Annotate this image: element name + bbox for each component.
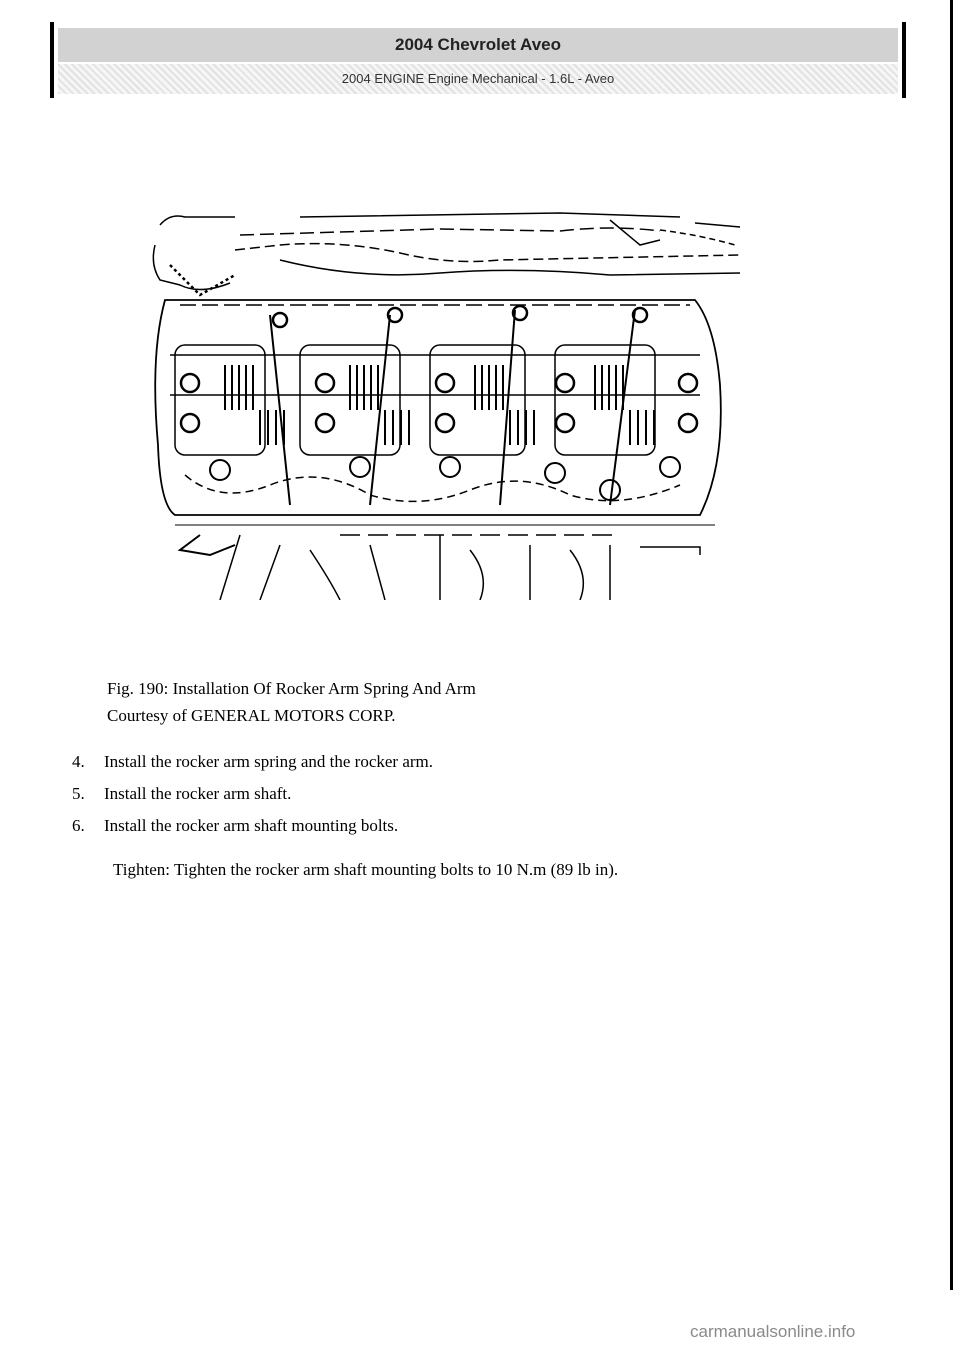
procedure-step bbox=[72, 784, 433, 816]
figure-caption bbox=[107, 675, 476, 729]
header-frame-left bbox=[50, 22, 54, 98]
rocker-arm-illustration bbox=[140, 205, 750, 600]
procedure-step bbox=[72, 752, 433, 784]
document-subtitle: 2004 ENGINE Engine Mechanical - 1.6L - Aveo bbox=[58, 64, 898, 94]
document-title: 2004 Chevrolet Aveo bbox=[58, 28, 898, 62]
procedure-step bbox=[72, 816, 433, 848]
step-number: 6. bbox=[72, 816, 85, 835]
procedure-steps bbox=[72, 752, 433, 848]
torque-specification: Tighten: Tighten the rocker arm shaft mounting bolts to 10 N.m (89 lb in). bbox=[113, 860, 619, 879]
page-edge-line bbox=[950, 0, 953, 1290]
step-number: 5. bbox=[72, 784, 85, 803]
figure-caption-title: Fig. 190: Installation Of Rocker Arm Spring And Arm bbox=[107, 679, 476, 698]
step-text: Install the rocker arm shaft. bbox=[104, 784, 292, 803]
step-text: Install the rocker arm spring and the rocker arm. bbox=[104, 752, 434, 771]
document-header bbox=[58, 28, 898, 94]
header-frame-right bbox=[902, 22, 906, 98]
figure-caption-credit: Courtesy of GENERAL MOTORS CORP. bbox=[107, 706, 396, 725]
site-watermark[interactable]: carmanualsonline.info bbox=[690, 1322, 856, 1341]
step-text: Install the rocker arm shaft mounting bolts. bbox=[104, 816, 399, 835]
step-number: 4. bbox=[72, 752, 85, 771]
